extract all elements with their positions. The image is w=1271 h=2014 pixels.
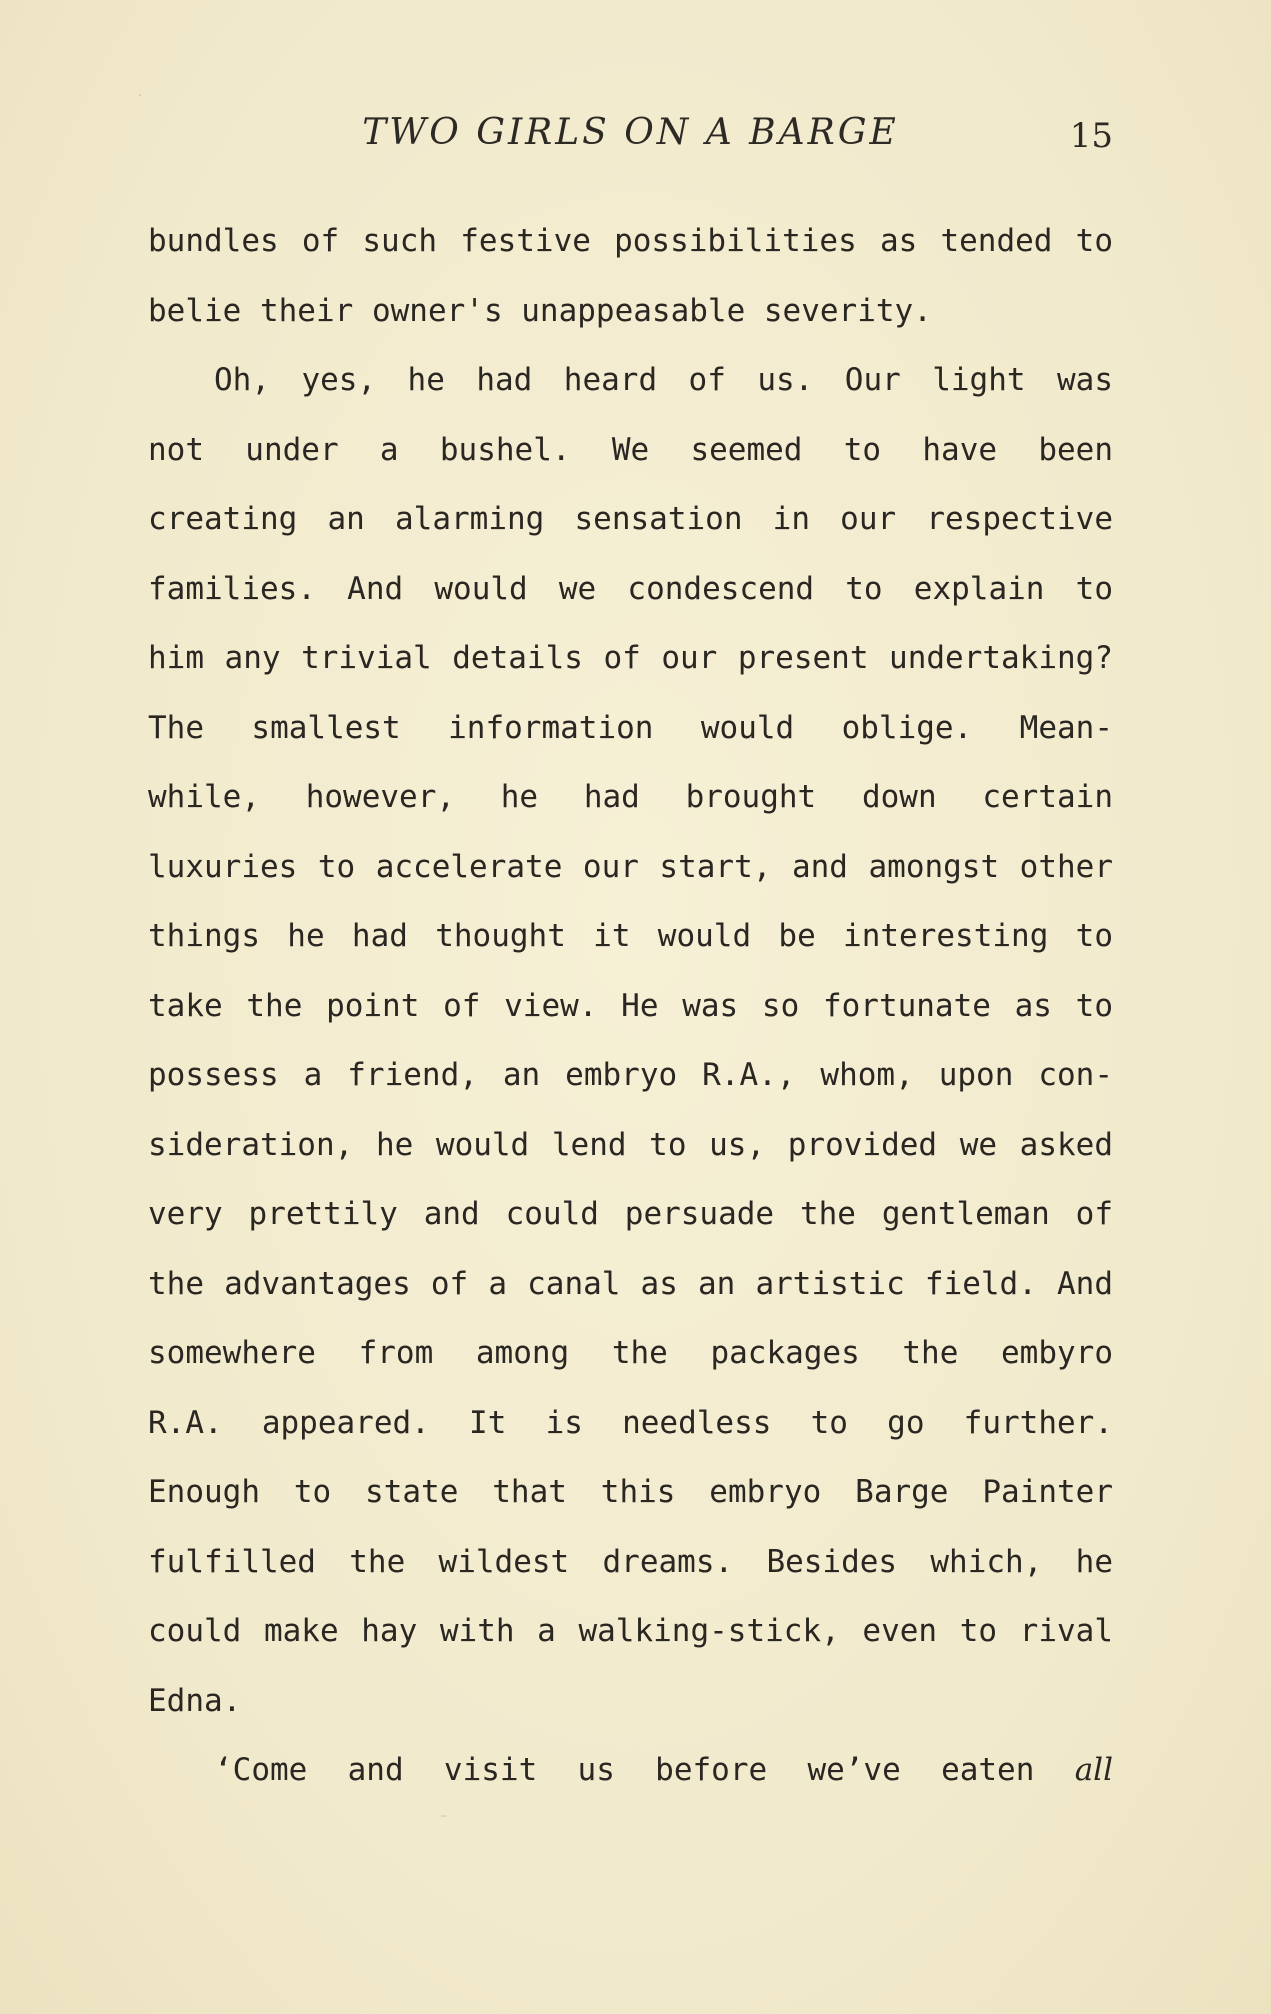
text-line: fulfilled the wildest dreams. Besides which, he	[148, 1543, 1113, 1580]
running-head	[148, 112, 1113, 162]
text-line: creating an alarming sensation in our respective	[148, 501, 1113, 537]
text-line: The smallest information would oblige. Mean-	[148, 709, 1113, 746]
margin-mark: ·	[138, 88, 143, 104]
text-line: R.A. appeared. It is needless to go further.	[148, 1404, 1113, 1441]
text-line: while, however, he had brought down certain	[148, 779, 1113, 815]
text-line: things he had thought it would be interesting to	[148, 918, 1113, 954]
body-text	[148, 207, 1113, 1806]
margin-mark: –	[440, 1808, 447, 1824]
final-line-italic-word: all	[1074, 1752, 1113, 1788]
text-line: the advantages of a canal as an artistic field. And	[148, 1265, 1113, 1302]
text-line: very prettily and could persuade the gentleman of	[148, 1196, 1113, 1232]
text-line: not under a bushel. We seemed to have been	[148, 431, 1113, 468]
page-number: 15	[1069, 116, 1113, 156]
text-line: possess a friend, an embryo R.A., whom, upon con-	[148, 1057, 1113, 1093]
text-line	[148, 1736, 1113, 1806]
text-line: sideration, he would lend to us, provided we asked	[148, 1126, 1113, 1163]
running-title: TWO GIRLS ON A BARGE	[362, 112, 899, 153]
text-line: luxuries to accelerate our start, and amongst other	[148, 848, 1113, 885]
final-line-text: ‘Come and visit us before we’ve eaten	[214, 1752, 1075, 1788]
text-line: Enough to state that this embryo Barge Painter	[148, 1474, 1113, 1510]
text-line: bundles of such festive possibilities as tended to	[148, 223, 1113, 259]
text-line: take the point of view. He was so fortunate as to	[148, 987, 1113, 1024]
text-line: belie their owner's unappeasable severity.	[148, 292, 932, 329]
text-line: could make hay with a walking-stick, even to rival	[148, 1613, 1113, 1649]
text-line: somewhere from among the packages the embyro	[148, 1335, 1113, 1371]
text-line: families. And would we condescend to explain to	[148, 570, 1113, 607]
text-line: Oh, yes, he had heard of us. Our light was	[214, 362, 1113, 398]
text-line: Edna.	[148, 1682, 242, 1719]
text-line: him any trivial details of our present undertaking?	[148, 640, 1113, 676]
